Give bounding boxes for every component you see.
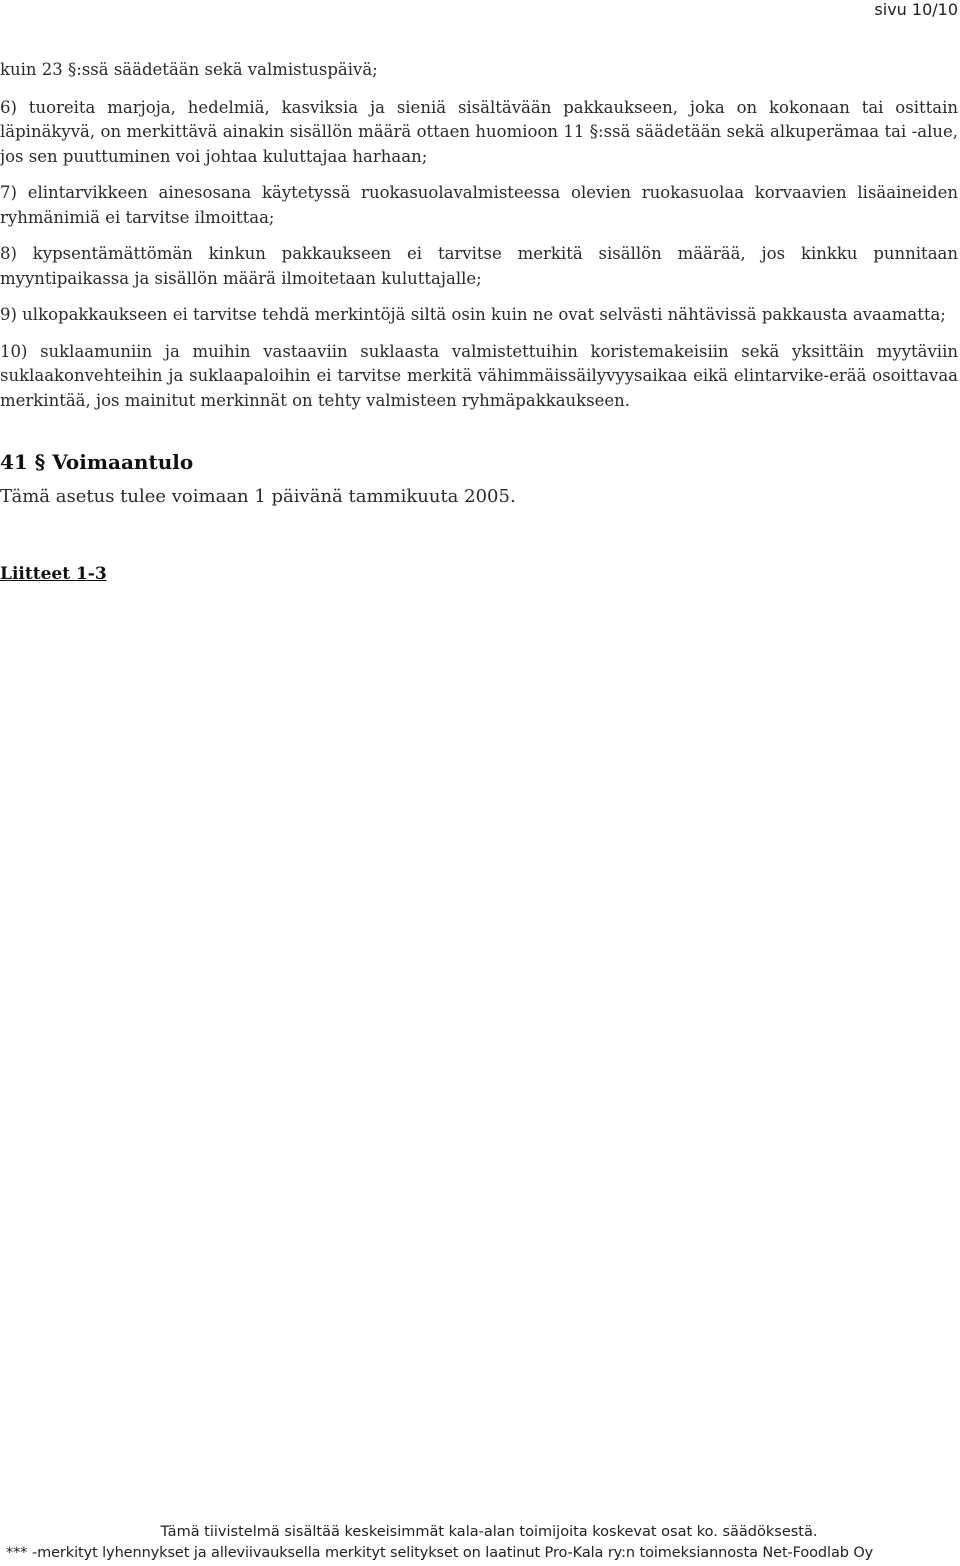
page-number: sivu 10/10 bbox=[874, 0, 958, 19]
document-body bbox=[0, 58, 958, 586]
section-heading: 41 § Voimaantulo bbox=[0, 450, 194, 474]
paragraph-item-6: 6) tuoreita marjoja, hedelmiä, kasviksia ja sieniä sisältävään pakkaukseen, joka on kokonaan tai osittain läpinäkyvä, on merkittävä ainakin sisällön määrä ottaen huomioon 11 §:ssä säädetään sekä alkuperämaa tai -alue, jos sen puuttuminen voi johtaa kuluttajaa harhaan; bbox=[0, 97, 958, 166]
attachments-link[interactable]: Liitteet 1-3 bbox=[0, 564, 107, 584]
footer-credits-note: *** -merkityt lyhennykset ja alleviivauksella merkityt selitykset on laatinut Pro-Kala ry:n toimeksiannosta Net-Foodlab Oy bbox=[6, 1545, 874, 1561]
effective-date-text: Tämä asetus tulee voimaan 1 päivänä tammikuuta 2005. bbox=[0, 486, 516, 507]
paragraph-item-10: 10) suklaamuniin ja muihin vastaaviin suklaasta valmistettuihin koristemakeisiin sekä yksittäin myytäviin suklaakonvehteihin ja suklaapaloihin ei tarvitse merkitä vähimmäissäilyvyysaikaa eikä elintarvike-erää osoittavaa merkintää, jos mainitut merkinnät on tehty valmisteen ryhmäpakkaukseen. bbox=[0, 341, 958, 410]
footer-summary-note: Tämä tiivistelmä sisältää keskeisimmät kala-alan toimijoita koskevat osat ko. säädöksestä. bbox=[160, 1524, 818, 1540]
paragraph-item-9: 9) ulkopakkaukseen ei tarvitse tehdä merkintöjä siltä osin kuin ne ovat selvästi nähtävissä pakkausta avaamatta; bbox=[0, 305, 946, 324]
paragraph-item-7: 7) elintarvikkeen ainesosana käytetyssä ruokasuolavalmisteessa olevien ruokasuolaa korvaavien lisäaineiden ryhmänimiä ei tarvitse ilmoittaa; bbox=[0, 183, 958, 227]
paragraph-item-8: 8) kypsentämättömän kinkun pakkaukseen ei tarvitse merkitä sisällön määrää, jos kinkku punnitaan myyntipaikassa ja sisällön määrä ilmoitetaan kuluttajalle; bbox=[0, 244, 958, 288]
paragraph-continuation: kuin 23 §:ssä säädetään sekä valmistuspäivä; bbox=[0, 60, 378, 79]
page-footer bbox=[0, 1522, 960, 1564]
